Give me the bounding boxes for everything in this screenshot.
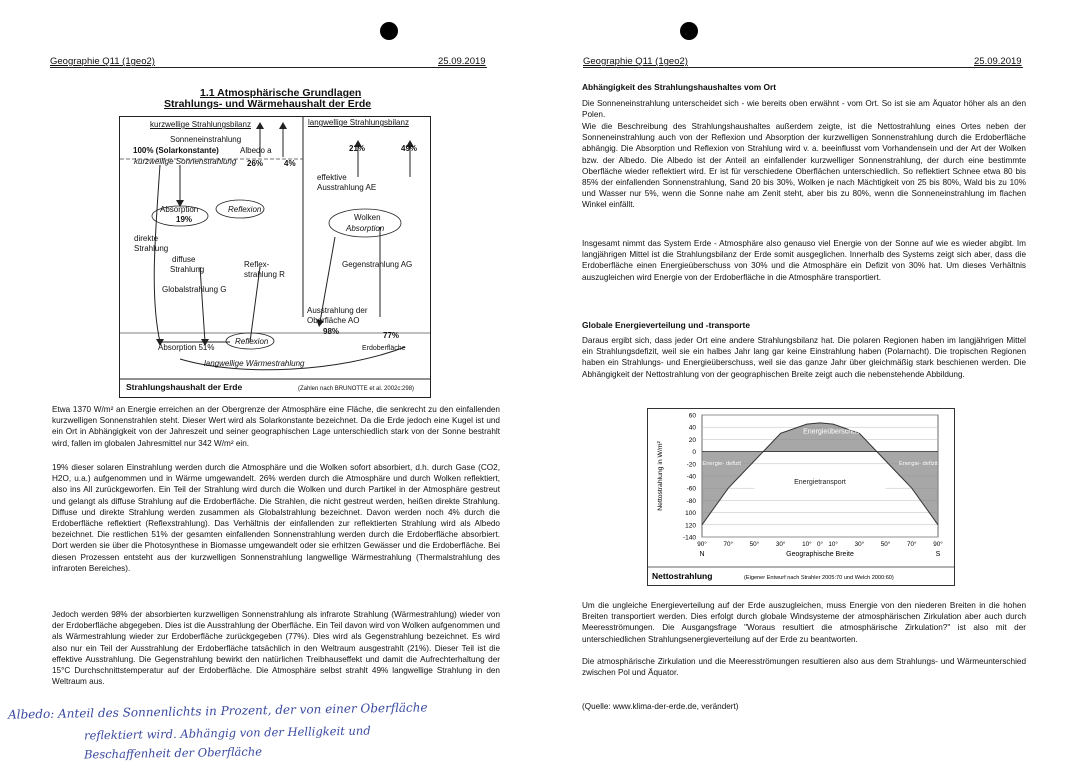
diag-absorption: Absorption: [160, 205, 199, 214]
net-radiation-chart: [647, 408, 955, 586]
left-paragraph-3: Jedoch werden 98% der absorbierten kurzwelligen Sonnenstrahlung als infrarote Strahlung (Wärmestrahlung) wieder von der Erdoberfläche abgegeben. Dies ist die Ausstrahlung der Oberfläche. Ein Teil davon wird von Wolken aufgenommen und als Wärmestrahlung wieder zur Erdoberfläche zurückgegeben (77%). Dies wird als Gegenstrahlung bezeichnet. Es wird also nur ein Teil der Ausstrahlung der Erdoberfläche tatsächlich in den Weltraum ausgestrahlt (21%). Dieser Teil ist die effektive Ausstrahlung. Die Gegenstrahlung bewirkt den natürlichen Treibhauseffekt und damit die Aufrechterhaltung der 15°C Durchschnittstemperatur auf der Erdoberfläche. Die Atmosphäre selbst strahlt 49% langwellige Strahlung in den Weltraum aus.: [52, 610, 500, 687]
x-axis-label: Geographische Breite: [786, 551, 854, 558]
left-title: 1.1 Atmosphärische Grundlagen: [200, 87, 362, 99]
diag-albedo-a: Albedo a: [240, 146, 272, 155]
right-header-date: 25.09.2019: [974, 56, 1022, 67]
handwritten-note-line-2: reflektiert wird. Abhängig von der Helligkeit und: [83, 723, 371, 743]
x-tick-label: 70°: [907, 541, 917, 548]
y-tick-label: -140: [682, 534, 696, 542]
chart-source: (Eigener Entwurf nach Strahler 2005:70 und Welch 2000:60): [744, 575, 894, 581]
diag-reflexion: Reflexion: [228, 205, 262, 214]
diag-reflexion2: Reflexion: [235, 337, 269, 346]
diag-sonneneinstrahlung: Sonneneinstrahlung: [170, 135, 242, 144]
diag-kurzwellige-sonnenstrahlung: kurzwellige Sonnenstrahlung: [134, 157, 237, 166]
x-tick-label: 70°: [723, 541, 733, 548]
diag-absorption51: Absorption 51%: [158, 343, 215, 352]
diag-oberflaeche-ao: Oberfläche AO: [307, 316, 360, 325]
diag-diffuse: diffuse: [172, 255, 196, 264]
x-tick-label: 10°: [802, 541, 812, 548]
y-tick-label: -20: [686, 461, 696, 469]
right-paragraph-2: Wie die Beschreibung des Strahlungshaushaltes außerdem zeigte, ist die Nettostrahlung eines Ortes neben der Sonneneinstrahlung auch von der Reflexion und Absorption der kurzwelligen Sonnenstrahlung durch die Erdoberfläche abhängig. Die Absorption und Reflexion von Strahlung wird v. a. beeinflusst vom Vorhandensein und der Art der Wolken bzw. der Albedo. Die Albedo ist der Anteil an einfallender kurzwelliger Sonnenstrahlung, der durch eine bestimmte Oberfläche wieder reflektiert wird. Er ist für verschiedene Oberflächen unterschiedlich. So reflektiert Schnee etwa 80 bis 85% der einfallenden Sonnenstrahlung, Sand 20 bis 30%, Wolken je nach Mächtigkeit von 25 bis 80%, Wald bis zu 10% und Wasser nur 5%, wenn die Sonne nahe am Zenit steht, aber bis zu 80%, wenn die Sonneneinstrahlung im flachen Winkel einfällt.: [582, 122, 1026, 210]
right-paragraph-4: Daraus ergibt sich, dass jeder Ort eine andere Strahlungsbilanz hat. Die polaren Regionen haben im langjährigen Mittel ein Strahlungsdefizit, weil sie ein halbes Jahr lang gar keine Einstrahlung haben (Polarnacht). Die tropischen Regionen haben ein Strahlungs- und Energieüberschuss, weil sie das ganze Jahr über gleichmäßig stark beschienen werden. Die Abhängigkeit der Nettostrahlung von der geographischen Breite zeigt auch die nebenstehende Abbildung.: [582, 336, 1026, 379]
punch-hole-right: [680, 22, 698, 40]
y-tick-label: -60: [686, 485, 696, 493]
diag-wolken: Wolken: [354, 213, 381, 222]
diag-langwellig: langwellige Strahlungsbilanz: [308, 118, 409, 127]
diag-p21: 21%: [349, 144, 366, 153]
deficit-right-label: Energie- defizit: [898, 461, 938, 468]
handwritten-note-line-1: Albedo: Anteil des Sonnenlichts in Prozent, der von einer Oberfläche: [7, 700, 428, 722]
diag-strahlung-r: strahlung R: [244, 270, 285, 279]
x-tick-label: 0°: [816, 541, 824, 548]
x-end-label-n: N: [699, 551, 705, 558]
punch-hole-left: [380, 22, 398, 40]
right-header-course: Geographie Q11 (1geo2): [583, 56, 688, 67]
diag-p77: 77%: [383, 331, 400, 340]
net-radiation-svg: [648, 409, 954, 585]
surplus-label: Energieüberschuss: [803, 428, 864, 436]
x-tick-label: 90°: [697, 541, 707, 548]
diag-effektive: effektive: [317, 173, 347, 182]
left-header-course: Geographie Q11 (1geo2): [50, 56, 155, 67]
right-paragraph-5: Um die ungleiche Energieverteilung auf der Erde auszugleichen, muss Energie von den niederen Breiten in die hohen Breiten transportiert werden. Dies erfolgt durch globale Windsysteme der atmosphärischen Zirkulation aber auch durch Meeresströmungen. Die Ausgangsfrage "Woraus resultiert die atmosphärische Zirkulation?" ist also mit der unterschiedlichen Strahlungsenergieverteilung auf der Erde zu beantworten.: [582, 601, 1026, 644]
left-paragraph-2: 19% dieser solaren Einstrahlung werden durch die Atmosphäre und die Wolken sofort absorbiert, d.h. durch Gase (CO2, H2O, u.a.) aufgenommen und in Wärme umgewandelt. 26% werden durch die Atmosphäre und durch Wolken reflektiert, also ins All zurückgeworfen. Ein Teil der Strahlung wird durch die Wolken und durch Partikel in der Atmosphäre gestreut und gelangt als diffuse Strahlung auf die Erdoberfläche. Die Strahlen, die nicht gestreut werden, heißen direkte Strahlung. Diffuse und direkte Strahlung werden zusammen als Globalstrahlung bezeichnet. Davon werden noch 4% durch die Erdoberfläche reflektiert (Reflexstrahlung). Das Verhältnis der einfallenden zur reflektierten Strahlung wird als Albedo bezeichnet. Die restlichen 51% der gesamten einfallenden Sonnenstrahlung werden durch die Erdoberfläche absorbiert. Dort werden sie über die Photosynthese in Biomasse umgewandelt oder sie erhitzen Gewässer und die Erdoberfläche. Bei diesen Prozessen entsteht aus der kurzwelligen Sonnenstrahlung langwellige Wärmestrahlung (Thermalstrahlung des infraroten Bereiches).: [52, 463, 500, 573]
handwritten-note-line-3: Beschaffenheit der Oberfläche: [83, 744, 263, 762]
y-tick-label: -80: [686, 497, 696, 505]
x-tick-label: 90°: [933, 541, 943, 548]
right-header-rule: [583, 67, 1023, 68]
radiation-budget-diagram: [119, 116, 431, 398]
y-axis-label: Nettostrahlung in W/m²: [657, 441, 664, 511]
diag-solarkonstante: 100% (Solarkonstante): [133, 146, 219, 155]
chart-title: Nettostrahlung: [652, 571, 713, 581]
diag-kurzwellig: kurzwellige Strahlungsbilanz: [150, 120, 251, 129]
diag-p98: 98%: [323, 327, 340, 336]
diag-reflex: Reflex-: [244, 260, 270, 269]
x-tick-label: 50°: [749, 541, 760, 548]
right-paragraph-3: Insgesamt nimmt das System Erde - Atmosphäre also genauso viel Energie von der Sonne auf wie es wieder abgibt. Im langjährigen Mittel ist die Strahlungsbilanz der Erde somit ausgeglichen. Innerhalb des Systems zeigt sich aber, dass die Erdoberfläche einen Energieüberschuss von 30% und die Atmosphäre ein Defizit von 30% hat. Um dieses Verhältnis auszugleichen wird Energie von der Erdoberfläche in die Atmosphäre transportiert.: [582, 239, 1026, 282]
x-tick-label: 50°: [880, 541, 891, 548]
diag-footer-source: (Zahlen nach BRUNOTTE et al. 2002c:298): [298, 386, 415, 392]
diag-absorption2: Absorption: [346, 224, 385, 233]
y-tick-label: 60: [688, 412, 696, 420]
right-source: (Quelle: www.klima-der-erde.de, verändert): [582, 702, 739, 711]
y-tick-label: 40: [688, 424, 696, 432]
diag-strahlung2: Strahlung: [170, 265, 205, 274]
diag-footer-title: Strahlungshaushalt der Erde: [126, 382, 243, 392]
left-header-rule: [50, 67, 487, 68]
y-tick-label: 20: [688, 436, 696, 444]
diag-ausstrahlung-ae: Ausstrahlung AE: [317, 183, 377, 192]
y-tick-label: -40: [686, 473, 696, 481]
diag-direkte: direkte: [134, 234, 159, 243]
right-heading-1: Abhängigkeit des Strahlungshaushaltes vom Ort: [582, 82, 777, 92]
left-header-date: 25.09.2019: [438, 56, 486, 67]
left-paragraph-1: Etwa 1370 W/m² an Energie erreichen an der Obergrenze der Atmosphäre eine Fläche, die senkrecht zu den einfallenden kurzwelligen Sonnenstrahlen steht. Dieser Wert wird als Solarkonstante bezeichnet. Da die Erde jedoch eine Kugel ist und ein Ort in Abhängigkeit von der Jahreszeit und seiner geographischen Lage unterschiedlich stark von der Sonne bestrahlt wird, fallen im globalen Jahresmittel nur 342 W/m² ein.: [52, 405, 500, 448]
diag-p49: 49%: [401, 144, 418, 153]
diag-gegenstrahlung: Gegenstrahlung AG: [342, 260, 413, 269]
x-tick-label: 10°: [828, 541, 838, 548]
diag-strahlung: Strahlung: [134, 244, 169, 253]
right-paragraph-1: Die Sonneneinstrahlung unterscheidet sich - wie bereits oben erwähnt - vom Ort. So ist sie am Äquator höher als an den Polen.: [582, 99, 1026, 120]
right-paragraph-6: Die atmosphärische Zirkulation und die Meeresströmungen resultieren also aus dem Strahlungs- und Wärmeunterschied zwischen Pol und Äquator.: [582, 657, 1026, 678]
transport-label: Energietransport: [794, 479, 846, 487]
diag-langwellige-waermestrahlung: langwellige Wärmestrahlung: [204, 359, 305, 368]
x-end-label-s: S: [935, 551, 941, 558]
x-tick-label: 30°: [854, 541, 865, 548]
deficit-left-label: Energie- defizit: [702, 461, 742, 468]
diag-globalstrahlung: Globalstrahlung G: [162, 285, 227, 294]
diag-erdoberflaeche: Erdoberfläche: [362, 345, 406, 352]
left-subtitle: Strahlungs- und Wärmehaushalt der Erde: [164, 98, 372, 110]
diag-ausstrahlung-der: Ausstrahlung der: [307, 306, 368, 315]
y-tick-label: 120: [685, 522, 696, 530]
diag-p19: 19%: [176, 215, 193, 224]
diag-p26: 26%: [247, 159, 264, 168]
y-tick-label: 100: [685, 510, 696, 518]
right-heading-2: Globale Energieverteilung und -transporte: [582, 320, 750, 330]
diag-p4: 4%: [284, 159, 296, 168]
y-tick-label: 0: [692, 449, 696, 457]
x-tick-label: 30°: [775, 541, 786, 548]
